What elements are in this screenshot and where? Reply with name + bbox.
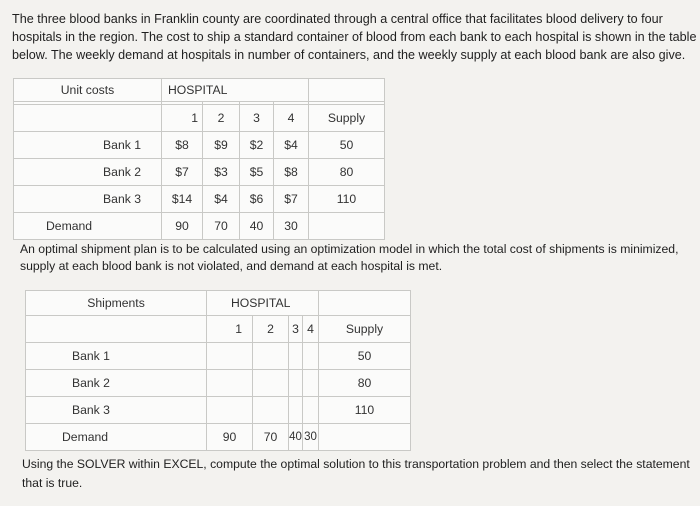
supply-header: Supply xyxy=(319,316,411,343)
demand-label: Demand xyxy=(26,424,207,451)
supply-cell: 80 xyxy=(309,159,385,186)
intro-paragraph: The three blood banks in Franklin county are coordinated through a central office that facilitates blood delivery to four hospitals in the region. The cost to ship a standard container of blood from each bank to each hospital is shown in the table below. The weekly demand at hospitals in number of containers, and the weekly supply at each blood bank are also give. xyxy=(12,12,697,62)
shipment-input-cell[interactable] xyxy=(207,343,253,370)
hospital-header: 1 xyxy=(207,316,253,343)
shipment-input-cell[interactable] xyxy=(303,370,319,397)
instruction-paragraph: Using the SOLVER within EXCEL, compute the optimal solution to this transportation problem and then select the statement that is true. xyxy=(22,457,690,490)
demand-cell: 90 xyxy=(162,213,203,240)
supply-cell: 110 xyxy=(319,397,411,424)
hospital-header: 3 xyxy=(289,316,303,343)
shipment-input-cell[interactable] xyxy=(303,397,319,424)
hospital-header: 4 xyxy=(274,105,309,132)
supply-header: Supply xyxy=(309,105,385,132)
cost-cell: $8 xyxy=(162,132,203,159)
supply-cell: 80 xyxy=(319,370,411,397)
bank-label: Bank 3 xyxy=(14,186,162,213)
shipment-input-cell[interactable] xyxy=(303,343,319,370)
bank-label: Bank 2 xyxy=(14,159,162,186)
supply-cell: 110 xyxy=(309,186,385,213)
hospital-group-header: HOSPITAL xyxy=(162,79,309,102)
demand-cell: 40 xyxy=(240,213,274,240)
cost-cell: $3 xyxy=(203,159,240,186)
shipment-input-cell[interactable] xyxy=(289,397,303,424)
cost-cell: $14 xyxy=(162,186,203,213)
demand-cell: 30 xyxy=(303,424,319,451)
cost-cell: $7 xyxy=(162,159,203,186)
shipment-input-cell[interactable] xyxy=(207,397,253,424)
hospital-header: 2 xyxy=(253,316,289,343)
cost-cell: $4 xyxy=(274,132,309,159)
hospital-header: 1 xyxy=(162,105,203,132)
empty-cell xyxy=(309,79,385,102)
unit-cost-table xyxy=(13,78,385,240)
shipment-input-cell[interactable] xyxy=(289,370,303,397)
hospital-group-header: HOSPITAL xyxy=(207,291,319,316)
shipment-input-cell[interactable] xyxy=(253,370,289,397)
shipment-input-cell[interactable] xyxy=(253,343,289,370)
cost-cell: $5 xyxy=(240,159,274,186)
supply-cell: 50 xyxy=(319,343,411,370)
table-corner-label: Unit costs xyxy=(14,79,162,102)
cost-cell: $7 xyxy=(274,186,309,213)
demand-cell: 70 xyxy=(203,213,240,240)
cost-cell: $2 xyxy=(240,132,274,159)
hospital-header: 2 xyxy=(203,105,240,132)
hospital-header: 3 xyxy=(240,105,274,132)
bank-label: Bank 2 xyxy=(26,370,207,397)
bank-label: Bank 3 xyxy=(26,397,207,424)
table-corner-label: Shipments xyxy=(26,291,207,316)
shipment-table xyxy=(25,290,411,451)
cost-cell: $9 xyxy=(203,132,240,159)
demand-cell: 30 xyxy=(274,213,309,240)
demand-cell: 40 xyxy=(289,424,303,451)
cost-cell: $6 xyxy=(240,186,274,213)
bank-label: Bank 1 xyxy=(26,343,207,370)
shipment-input-cell[interactable] xyxy=(253,397,289,424)
hospital-header: 4 xyxy=(303,316,319,343)
demand-label: Demand xyxy=(14,213,162,240)
cost-cell: $8 xyxy=(274,159,309,186)
model-paragraph: An optimal shipment plan is to be calculated using an optimization model in which the total cost of shipments is minimized, supply at each blood bank is not violated, and demand at each hospital is met. xyxy=(20,242,679,273)
demand-cell: 70 xyxy=(253,424,289,451)
shipment-input-cell[interactable] xyxy=(289,343,303,370)
demand-cell: 90 xyxy=(207,424,253,451)
supply-cell: 50 xyxy=(309,132,385,159)
bank-label: Bank 1 xyxy=(14,132,162,159)
shipment-input-cell[interactable] xyxy=(207,370,253,397)
cost-cell: $4 xyxy=(203,186,240,213)
